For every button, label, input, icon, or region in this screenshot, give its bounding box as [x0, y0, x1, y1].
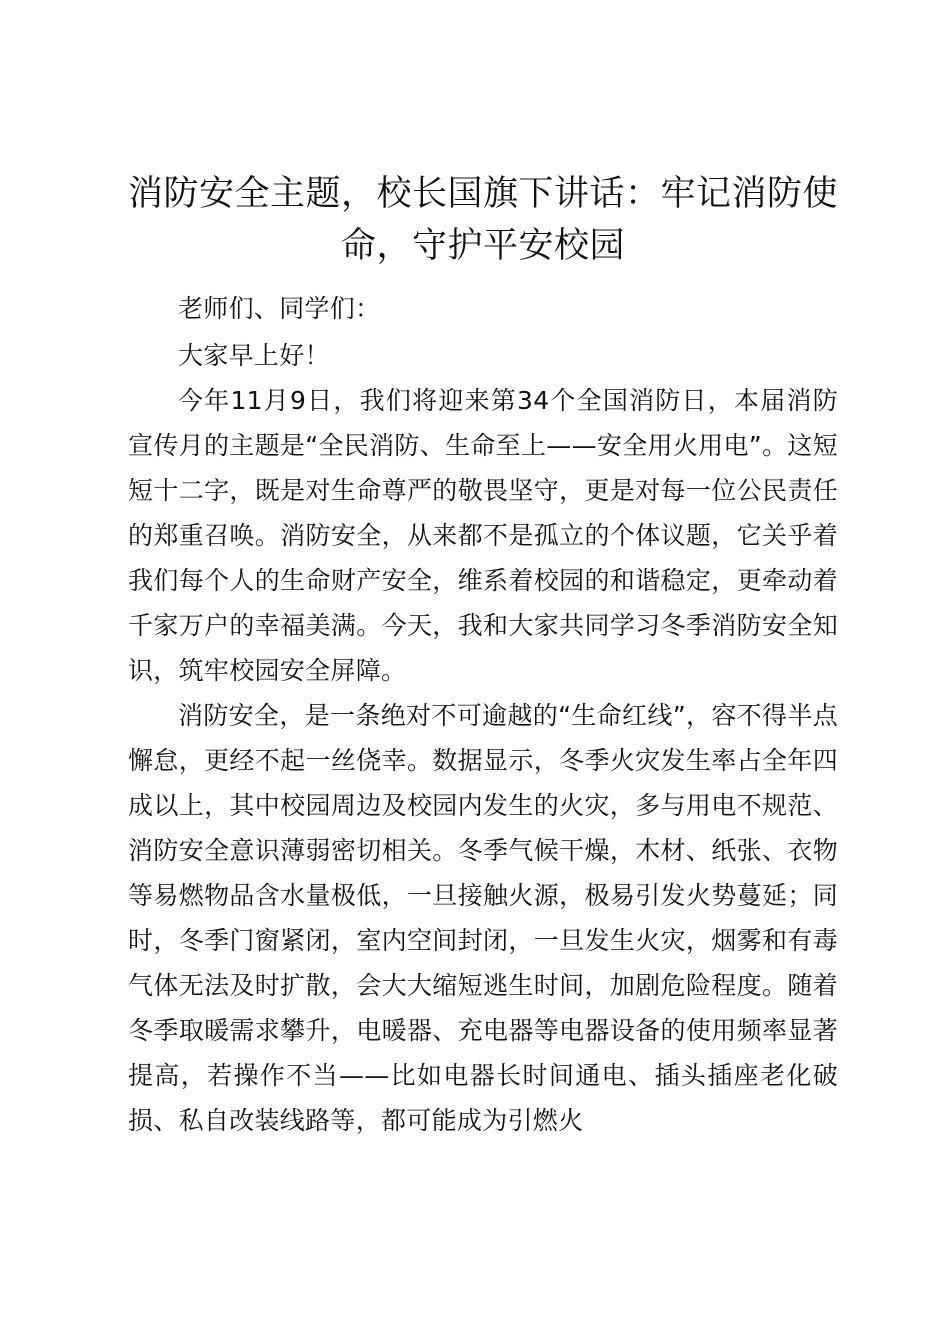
salutation: 老师们、同学们：	[178, 294, 381, 323]
body-paragraph-1: 今年11月9日，我们将迎来第34个全国消防日，本届消防宣传月的主题是“全民消防、生命至上——安全用火用电”。这短短十二字，既是对生命尊严的敬畏坚守，更是对每一位公民责任的郑重召唤。消防安全，从来都不是孤立的个体议题，它关乎着我们每个人的生命财产安全，维系着校园的和谐稳定，更牵动着千家万户的幸福美满。今天，我和大家共同学习冬季消防安全知识，筑牢校园安全屏障。	[128, 386, 838, 685]
body-paragraph-2: 消防安全，是一条绝对不可逾越的“生命红线”，容不得半点懈怠，更经不起一丝侥幸。数据显示，冬季火灾发生率占全年四成以上，其中校园周边及校园内发生的火灾，多与用电不规范、消防安全意识薄弱密切相关。冬季气候干燥，木材、纸张、衣物等易燃物品含水量极低，一旦接触火源，极易引发火势蔓延；同时，冬季门窗紧闭，室内空间封闭，一旦发生火灾，烟雾和有毒气体无法及时扩散，会大大缩短逃生时间，加剧危险程度。随着冬季取暖需求攀升，电暖器、充电器等电器设备的使用频率显著提高，若操作不当——比如电器长时间通电、插头插座老化破损、私自改装线路等，都可能成为引燃火	[128, 701, 838, 1135]
document-page	[128, 168, 838, 1143]
document-title: 消防安全主题，校长国旗下讲话：牢记消防使命，守护平安校园	[128, 174, 839, 266]
greeting: 大家早上好！	[178, 341, 330, 370]
